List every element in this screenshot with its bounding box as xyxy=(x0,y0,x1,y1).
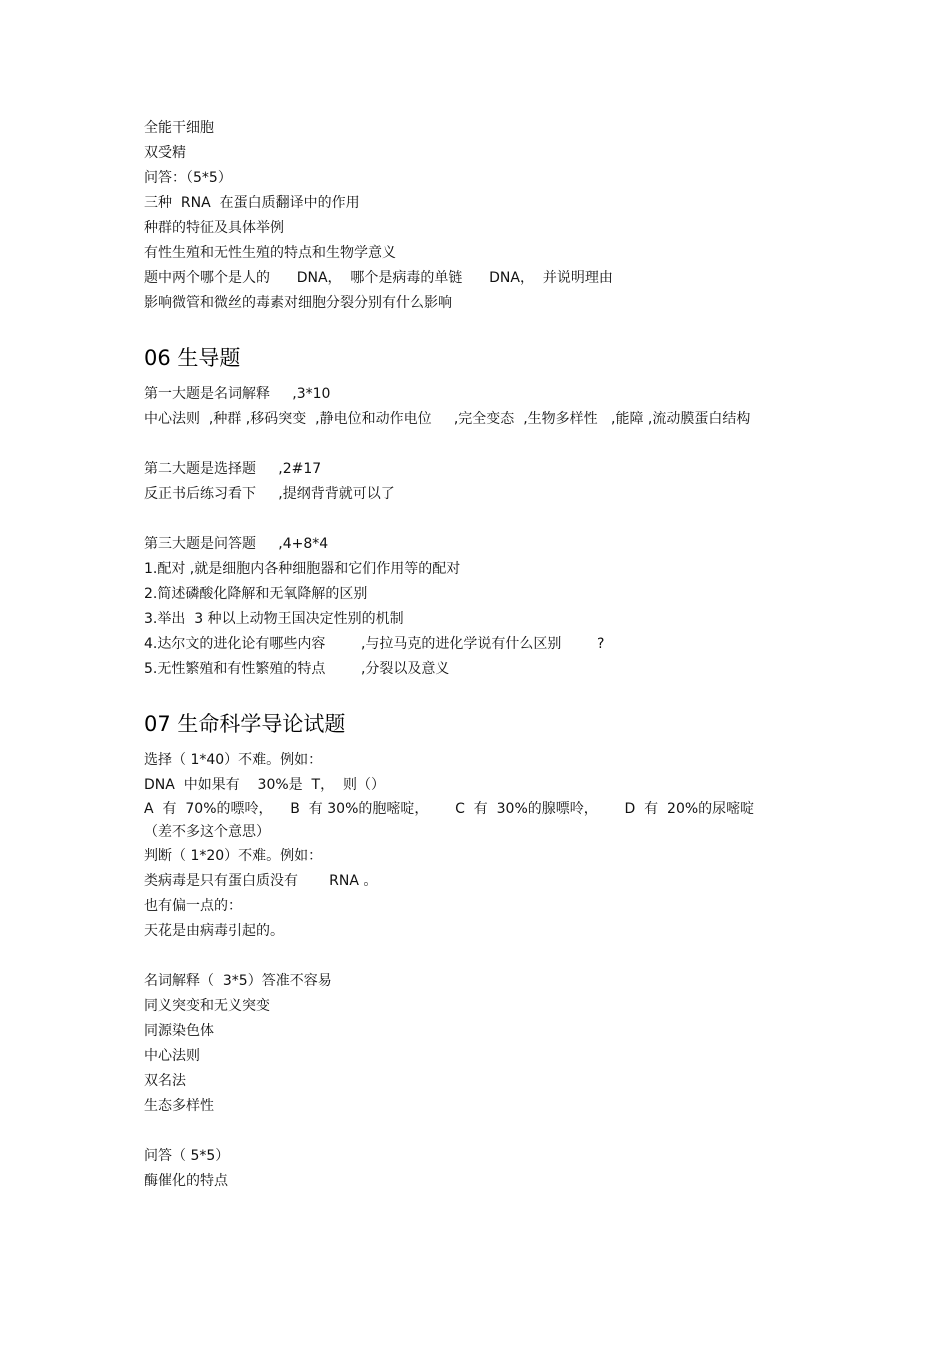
part2-note: 反正书后练习看下 ,提纲背背就可以了 xyxy=(144,486,395,502)
part3-item: 2.简述磷酸化降解和无氧降解的区别 xyxy=(144,586,368,602)
spacer xyxy=(144,944,809,969)
choice-options: A 有 70%的嘌呤， B 有 30%的胞嘧啶， C 有 30%的腺嘌呤， D 有 20%的尿嘧啶 （差不多这个意思） xyxy=(144,801,786,840)
choice-question: DNA 中如果有 30%是 T， 则（） xyxy=(144,777,386,793)
term-item: 同义突变和无义突变 xyxy=(144,998,270,1014)
terms-heading: 名词解释（ 3*5）答准不容易 xyxy=(144,973,332,989)
judge-example: 类病毒是只有蛋白质没有 RNA 。 xyxy=(144,873,378,889)
intro-line: 双受精 xyxy=(144,145,186,161)
qa-item: 酶催化的特点 xyxy=(144,1173,228,1189)
part3-item: 5.无性繁殖和有性繁殖的特点 ,分裂以及意义 xyxy=(144,661,450,677)
part2-heading: 第二大题是选择题 ,2#17 xyxy=(144,461,322,477)
section-title-06: 06 生导题 xyxy=(144,346,241,370)
intro-line: 三种 RNA 在蛋白质翻译中的作用 xyxy=(144,195,360,211)
term-item: 中心法则 xyxy=(144,1048,200,1064)
spacer xyxy=(144,682,809,694)
part3-item: 3.举出 3 种以上动物王国决定性别的机制 xyxy=(144,611,404,627)
choice-heading: 选择（ 1*40）不难。例如： xyxy=(144,752,323,768)
part3-heading: 第三大题是问答题 ,4+8*4 xyxy=(144,536,329,552)
section-title-07: 07 生命科学导论试题 xyxy=(144,712,346,736)
part1-items: 中心法则 ,种群 ,移码突变 ,静电位和动作电位 ,完全变态 ,生物多样性 ,能障 ,流动膜蛋白结构 xyxy=(144,411,751,427)
term-item: 双名法 xyxy=(144,1073,186,1089)
term-item: 生态多样性 xyxy=(144,1098,214,1114)
intro-line: 题中两个哪个是人的 DNA， 哪个是病毒的单链 DNA， 并说明理由 xyxy=(144,270,613,286)
spacer xyxy=(144,507,809,532)
intro-line: 问答：（5*5） xyxy=(144,170,232,186)
intro-line: 有性生殖和无性生殖的特点和生物学意义 xyxy=(144,245,396,261)
spacer xyxy=(144,432,809,457)
term-item: 同源染色体 xyxy=(144,1023,214,1039)
judge-note: 也有偏一点的： xyxy=(144,898,242,914)
spacer xyxy=(144,1119,809,1144)
part3-item: 1.配对 ,就是细胞内各种细胞器和它们作用等的配对 xyxy=(144,561,461,577)
qa-heading: 问答（ 5*5） xyxy=(144,1148,230,1164)
spacer xyxy=(144,316,809,328)
intro-line: 种群的特征及具体举例 xyxy=(144,220,284,236)
document-body xyxy=(144,116,809,1194)
judge-example-2: 天花是由病毒引起的。 xyxy=(144,923,284,939)
intro-line: 全能干细胞 xyxy=(144,120,214,136)
intro-line: 影响微管和微丝的毒素对细胞分裂分别有什么影响 xyxy=(144,295,452,311)
judge-heading: 判断（ 1*20）不难。例如： xyxy=(144,848,323,864)
part3-item: 4.达尔文的进化论有哪些内容 ,与拉马克的进化学说有什么区别 ? xyxy=(144,636,605,652)
part1-heading: 第一大题是名词解释 ,3*10 xyxy=(144,386,331,402)
